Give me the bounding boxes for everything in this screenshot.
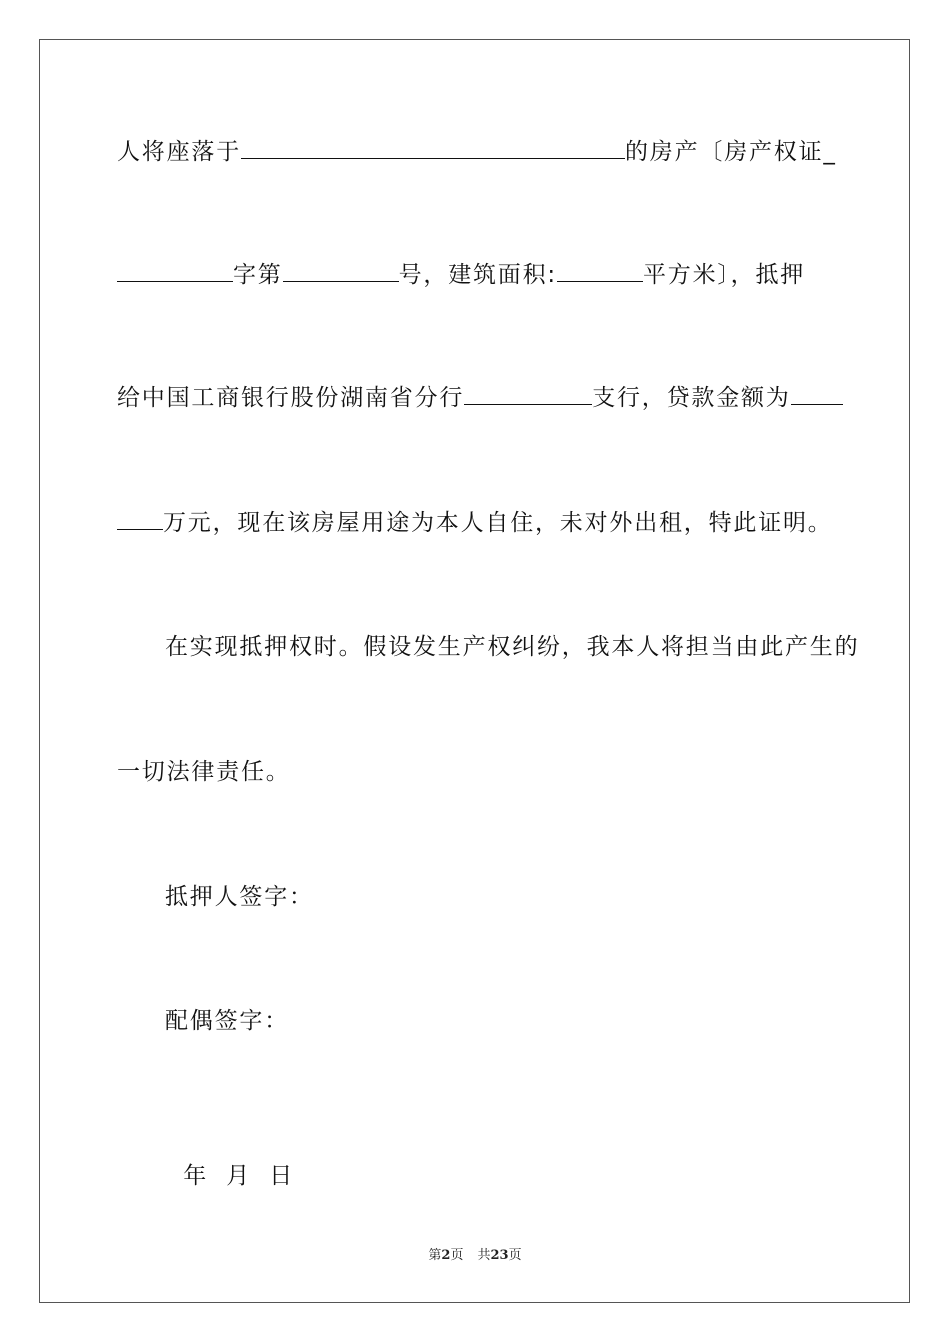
fill-in-blank-branch [464,384,592,405]
text-segment: 平方米〕，抵押 [642,262,806,288]
fill-in-blank-certificate-word [117,261,233,282]
page-number: 2 [441,1248,451,1263]
text-segment: 支行，贷款金额为 [592,385,791,411]
date-label [165,1131,881,1191]
paragraph-line-4 [117,508,833,538]
text-segment: 字第 [233,262,283,288]
page-footer [0,1246,950,1266]
text-segment: 在实现抵押权时。假设发生产权纠纷，我本人将担当由此产生的 [165,634,860,660]
text-segment: 给中国工商银行股份湖南省分行 [117,385,465,411]
page-suffix: 页 [450,1248,464,1263]
total-suffix: 页 [508,1248,522,1263]
total-prefix: 共 [477,1248,491,1263]
fill-in-blank-loan-amount [791,384,843,405]
text-segment: 人将座落于 [117,139,241,165]
total-pages: 23 [490,1248,509,1263]
paragraph-line-3 [117,383,833,413]
text-segment: 年 月 日 [183,1163,295,1189]
text-segment: 的房产〔房产权证 [625,139,824,165]
paragraph-line-1 [117,137,837,167]
fill-in-blank-area [557,261,643,282]
text-segment: _ [823,139,837,165]
page-border [39,39,910,1303]
fill-in-blank-loan-amount-cont [117,509,163,530]
fill-in-blank-location [241,138,625,159]
text-segment: 配偶签字： [165,1008,289,1034]
text-segment: 一切法律责任。 [117,759,291,785]
spouse-signature-label [165,1006,881,1036]
text-segment: 万元，现在该房屋用途为本人自住，未对外出租，特此证明。 [163,510,833,536]
paragraph-line-2 [117,260,833,290]
text-segment: 抵押人签字： [165,884,314,910]
page-prefix: 第 [428,1248,442,1263]
fill-in-blank-certificate-number [283,261,399,282]
paragraph-line-5 [165,632,881,662]
text-segment: 号，建筑面积: [398,262,557,288]
paragraph-line-6 [117,757,833,787]
mortgagor-signature-label [165,882,881,912]
